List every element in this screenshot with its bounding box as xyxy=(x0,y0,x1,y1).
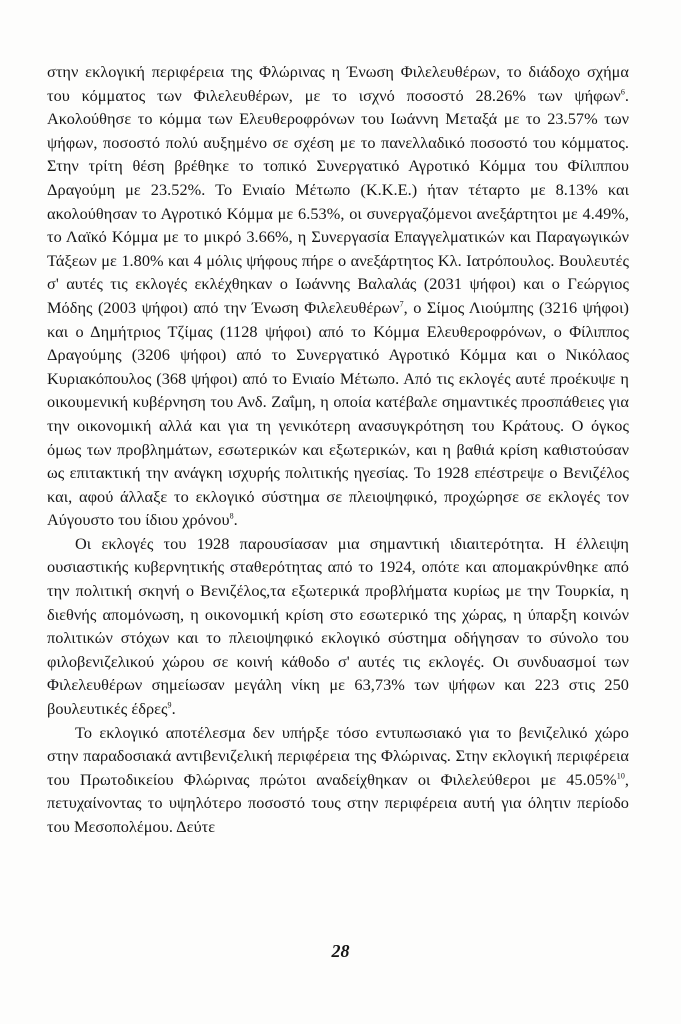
paragraph-text: . Ακολούθησε το κόμμα των Ελευθεροφρόνων του Ιωάννη Μεταξά με το 23.57% των ψήφων, ποσοστό πολύ αυξημένο σε σχέση με το πανελλαδικό ποσοστό του κόμματος. Στην τρίτη θέση βρέθηκε το τοπικό Συνεργατικό Αγροτικό Κόμμα του Φίλιππου Δραγούμη με 23.52%. Το Ενιαίο Μέτωπο (Κ.Κ.Ε.) ήταν τέταρτο με 8.13% και ακολούθησαν το Αγροτικό Κόμμα με 6.53%, οι συνεργαζόμενοι ανεξάρτητοι με 4.49%, το Λαϊκό Κόμμα με το μικρό 3.66%, η Συνεργασία Επαγγελματικών και Παραγωγικών Τάξεων με 1.80% και 4 μόλις ψήφους πήρε ο ανεξάρτητος Κλ. Ιατρόπουλος. Βουλευτές σ' αυτές τις εκλογές εκλέχθηκαν ο Ιωάννης Βαλαλάς (2031 ψήφοι) και ο Γεώργιος Μόδης (2003 ψήφοι) από την Ένωση Φιλελευθέρων xyxy=(47,85,629,317)
footnote-marker: 9 xyxy=(167,700,172,710)
paragraph-text: , ο Σίμος Λιούμπης (3216 ψήφοι) και ο Δημήτριος Τζίμας (1128 ψήφοι) από το Κόμμα Ελευθεροφρόνων, ο Φίλιππος Δραγούμης (3206 ψήφοι) από το Συνεργατικό Αγροτικό Κόμμα και ο Νικόλαος Κυριακόπουλος (368 ψήφοι) από το Ενιαίο Μέτωπο. Από τις εκλογές αυτέ προέκυψε η οικουμενική κυβέρνηση του Ανδ. Ζαΐμη, η οποία κατέβαλε σημαντικές προσπάθειες για την οικονομική αλλά και για τη γενικότερη ανασυγκρότηση του Κράτους. Ο όγκος όμως των προβλημάτων, εσωτερικών και εξωτερικών, και η βαθιά κρίση καθιστούσαν ως επιτακτική την ανάγκη ισχυρής πολιτικής ηγεσίας. Το 1928 επέστρεψε ο Βενιζέλος και, αφού άλλαξε το εκλογικό σύστημα σε πλειοψηφικό, προχώρησε σε εκλογές τον Αύγουστο του ίδιου χρόνου xyxy=(47,297,629,530)
paragraph xyxy=(47,721,629,839)
paragraph xyxy=(47,60,629,532)
paragraph-text: , πετυχαίνοντας το υψηλότερο ποσοστό τους στην περιφέρεια αυτή για όλητιν περίοδο του Μεσοπολέμου. Δεύτε xyxy=(47,769,629,836)
paragraph-text: . xyxy=(233,510,238,530)
footnote-marker: 7 xyxy=(399,299,404,309)
paragraph-text: Οι εκλογές του 1928 παρουσίασαν μια σημαντική ιδιαιτερότητα. Η έλλειψη ουσιαστικής κυβερνητικής σταθερότητας από το 1924, οπότε και απομακρύνθηκε από την πολιτική σκηνή ο Βενιζέλος,τα εξωτερικά προβλήματα κυρίως με την Τουρκία, η διεθνής απομόνωση, η οικονομική κρίση στο εσωτερικό της χώρας, η ύπαρξη κοινών πολιτικών στόχων και το πλειοψηφικό εκλογικό σύστημα οδήγησαν το σύνολο του φιλοβενιζελικού χώρου σε κοινή κάθοδο σ' αυτές τις εκλογές. Οι συνδυασμοί των Φιλελευθέρων σημείωσαν μεγάλη νίκη με 63,73% των ψήφων και 223 στις 250 βουλευτικές έδρες xyxy=(47,533,629,719)
paragraph-text: στην εκλογική περιφέρεια της Φλώρινας η Ένωση Φιλελευθέρων, το διάδοχο σχήμα του κόμματος των Φιλελευθέρων, με το ισχνό ποσοστό 28.26% των ψήφων xyxy=(47,62,629,105)
footnote-marker: 8 xyxy=(229,511,234,521)
paragraph-text: . xyxy=(171,699,176,719)
footnote-marker: 6 xyxy=(620,87,625,97)
footnote-marker: 10 xyxy=(616,771,625,781)
paragraph xyxy=(47,532,629,721)
page-number: 28 xyxy=(331,941,350,961)
paragraph-text: Το εκλογικό αποτέλεσμα δεν υπήρξε τόσο εντυπωσιακό για το βενιζελικό χώρο στην παραδοσιακά αντιβενιζελική περιφέρεια της Φλώρινας. Στην εκλογική περιφέρεια του Πρωτοδικείου Φλώρινας πρώτοι αναδείχθηκαν οι Φιλελεύθεροι με 45.05% xyxy=(47,722,629,789)
body-text xyxy=(47,60,629,839)
